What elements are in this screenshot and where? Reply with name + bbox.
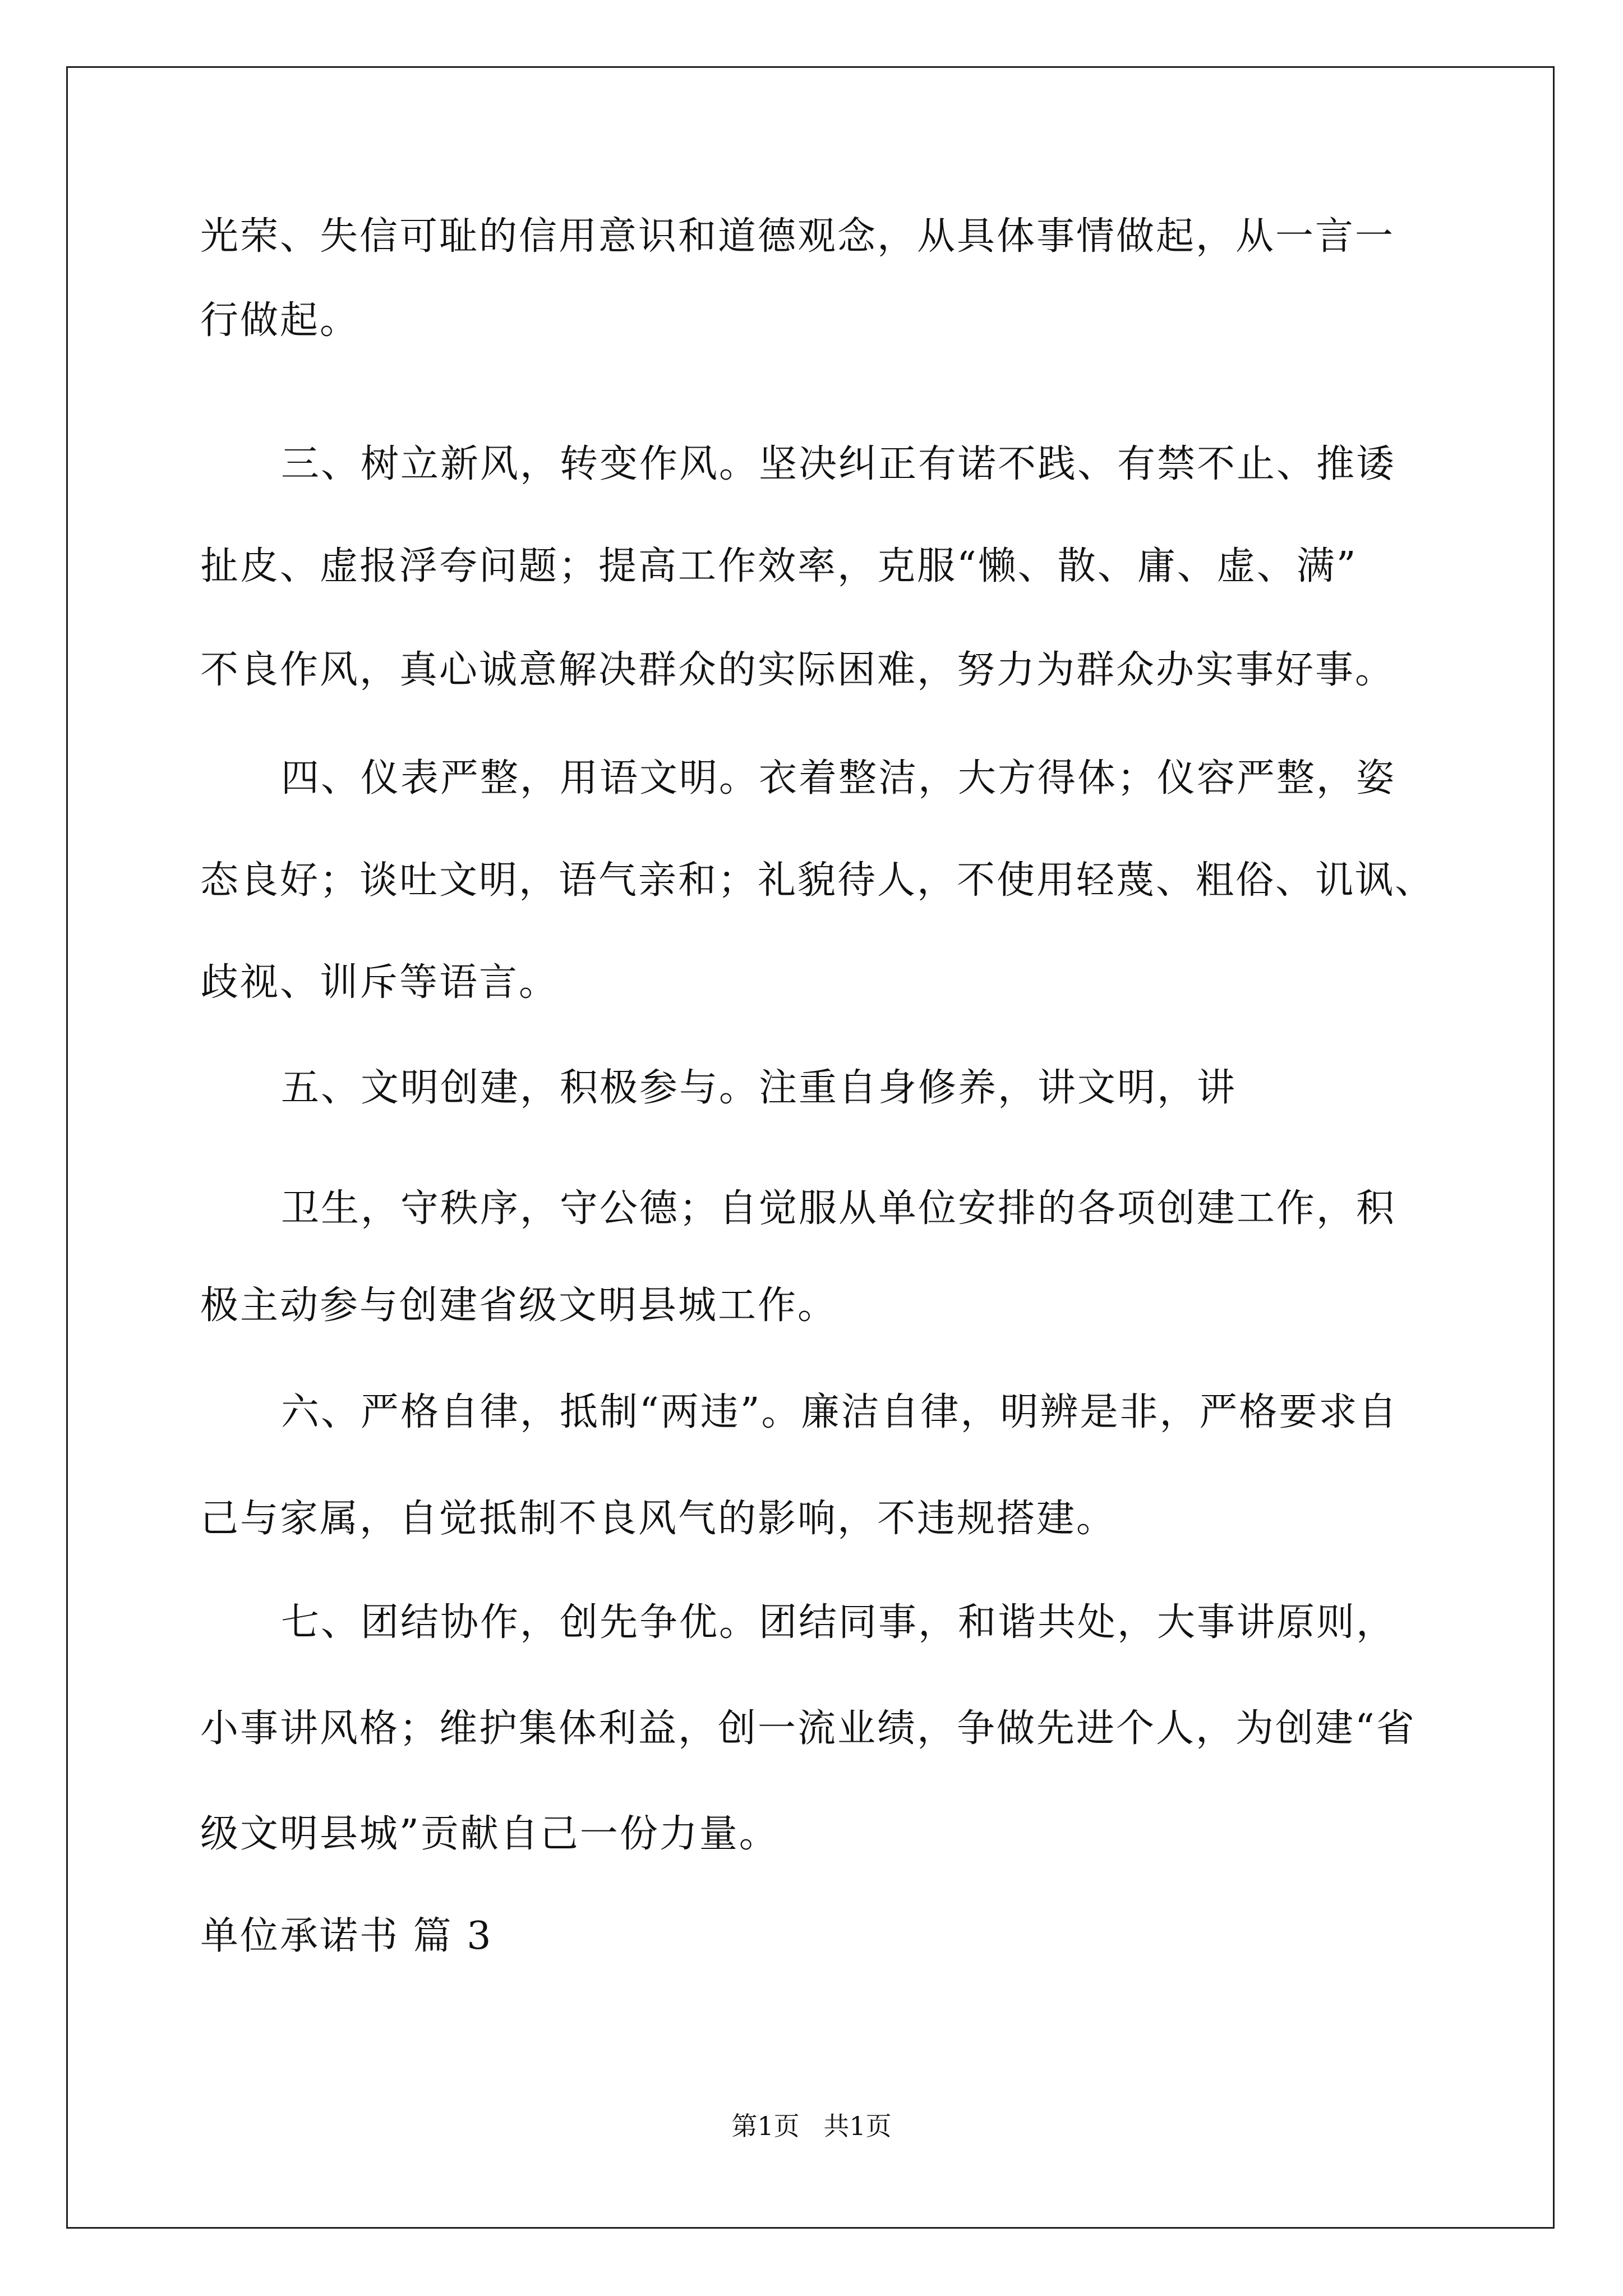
text-line: 不良作风，真心诚意解决群众的实际困难，努力为群众办实事好事。: [200, 648, 1395, 692]
page-border: [66, 66, 1555, 2229]
section-heading: 单位承诺书 篇 3: [200, 1914, 493, 1958]
text-line: 五、文明创建，积极参与。注重自身修养，讲文明，讲: [281, 1066, 1237, 1110]
text-line: 光荣、失信可耻的信用意识和道德观念，从具体事情做起，从一言一: [200, 214, 1395, 259]
text-line: 小事讲风格；维护集体利益，创一流业绩，争做先进个人，为创建“省: [200, 1706, 1416, 1751]
text-line: 四、仪表严整，用语文明。衣着整洁，大方得体；仪容严整，姿: [281, 756, 1396, 800]
text-line: 七、团结协作，创先争优。团结同事，和谐共处，大事讲原则，: [281, 1600, 1396, 1645]
text-line: 极主动参与创建省级文明县城工作。: [200, 1283, 838, 1328]
text-line: 六、严格自律，抵制“两违”。廉洁自律，明辨是非，严格要求自: [281, 1390, 1399, 1434]
text-line: 三、树立新风，转变作风。坚决纠正有诺不践、有禁不止、推诿: [281, 442, 1396, 486]
text-line: 级文明县城”贡献自己一份力量。: [200, 1812, 779, 1856]
text-line: 态良好；谈吐文明，语气亲和；礼貌待人，不使用轻蔑、粗俗、讥讽、: [200, 858, 1435, 903]
text-line: 卫生，守秩序，守公德；自觉服从单位安排的各项创建工作，积: [281, 1186, 1396, 1231]
text-line: 扯皮、虚报浮夸问题；提高工作效率，克服“懒、散、庸、虚、满”: [200, 544, 1358, 588]
text-line: 己与家属，自觉抵制不良风气的影响，不违规搭建。: [200, 1497, 1117, 1541]
text-line: 歧视、训斥等语言。: [200, 960, 559, 1005]
page-total: 共1页: [823, 2111, 892, 2141]
page-footer: [0, 2110, 1623, 2142]
text-line: 行做起。: [200, 298, 360, 343]
page-number: 第1页: [731, 2111, 800, 2141]
